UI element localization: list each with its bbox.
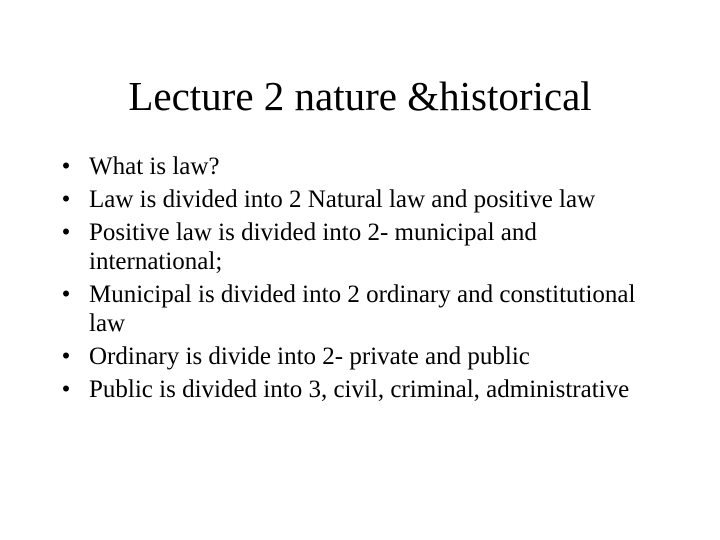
bullet-text: Positive law is divided into 2- municipal and international; [89, 219, 537, 275]
bullet-text: Public is divided into 3, civil, criminal, administrative [89, 376, 630, 403]
bullet-icon: • [61, 343, 71, 370]
bullet-item [56, 218, 656, 276]
bullet-text: Ordinary is divide into 2- private and public [89, 343, 530, 370]
bullet-icon: • [61, 376, 71, 403]
bullet-item [56, 342, 656, 371]
bullet-item [56, 280, 656, 338]
bullet-icon: • [61, 219, 71, 246]
bullet-icon: • [61, 153, 71, 180]
bullet-icon: • [61, 281, 71, 308]
bullet-item [56, 375, 656, 404]
bullet-item [56, 185, 656, 214]
slide-title: Lecture 2 nature &historical [128, 73, 592, 119]
bullet-text: Law is divided into 2 Natural law and positive law [89, 186, 596, 213]
bullet-icon: • [61, 186, 71, 213]
bullet-item [56, 152, 656, 181]
bullet-list [56, 152, 656, 408]
bullet-text: What is law? [89, 153, 220, 180]
bullet-text: Municipal is divided into 2 ordinary and constitutional law [89, 281, 636, 337]
